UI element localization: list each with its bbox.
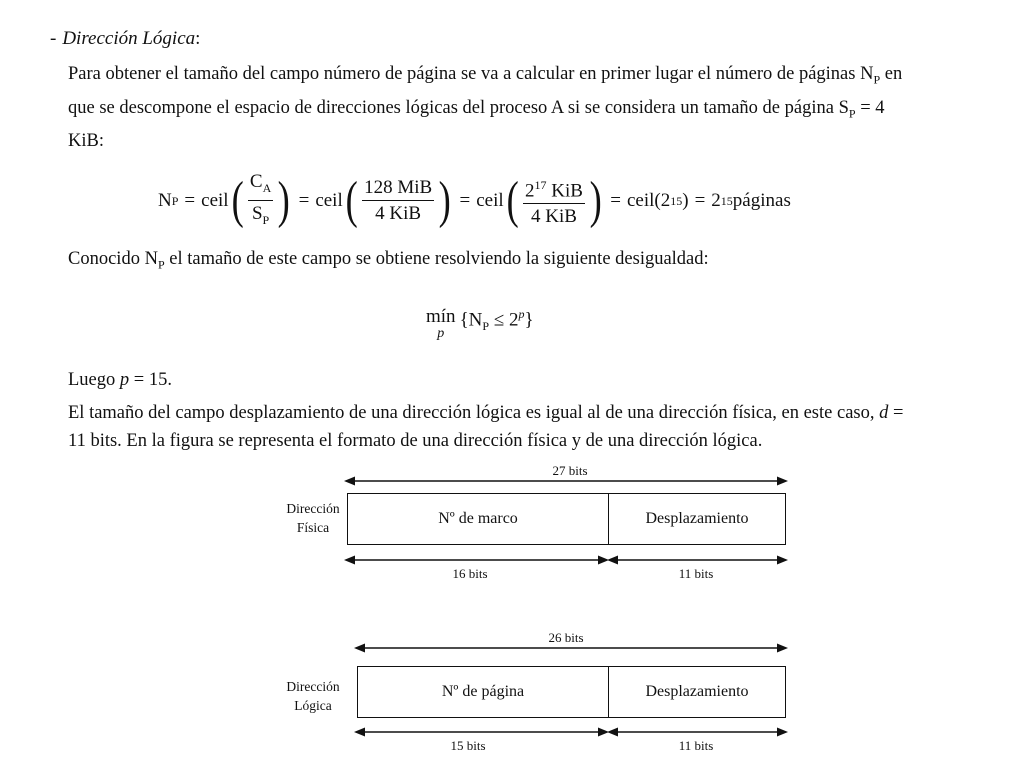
field-frame-number-label: Nº de marco [438, 510, 518, 527]
p4-var: d [879, 403, 889, 423]
f2-den: 4 KiB [375, 203, 422, 224]
field-offset-logical [608, 667, 785, 717]
logical-bits-page: 15 bits [450, 738, 486, 753]
physical-total-arrow [344, 474, 788, 488]
f3-num-base: 2 [525, 180, 535, 202]
paragraph-intro [68, 60, 918, 155]
ineq-exp: p [518, 307, 525, 321]
result-exp: 15 [720, 193, 733, 208]
fraction-ca-sp [248, 171, 273, 231]
ceil-1: ceil [201, 190, 229, 211]
equation-page-count [158, 172, 791, 230]
paragraph-offset [68, 399, 918, 455]
physical-total-bits: 27 bits [552, 463, 588, 478]
logical-label-line2: Lógica [294, 698, 332, 713]
intro-text-c: = 4 KiB: [68, 97, 885, 152]
logical-total-arrow [354, 641, 788, 655]
intro-text-b: en que se descompone el espacio de direcciones lógicas del proceso A si se considera un tamaño de página S [68, 64, 903, 118]
logical-label-line1: Dirección [286, 679, 340, 694]
result-ceil-post: ) [682, 190, 689, 211]
ineq-mid: ≤ 2 [489, 309, 519, 331]
min-operator [426, 307, 456, 341]
f3-num-exp: 17 [534, 177, 547, 192]
physical-label-line2: Física [296, 520, 330, 535]
f1-den: S [251, 203, 263, 224]
eq-sign-2: = [298, 190, 310, 211]
ceil-2: ceil [315, 190, 343, 211]
field-offset-physical [608, 494, 785, 544]
logical-address-box [357, 666, 786, 718]
min-under: p [437, 326, 445, 341]
f2-num: 128 MiB [362, 177, 434, 201]
section-heading [50, 28, 200, 50]
physical-bits-offset: 11 bits [678, 566, 714, 581]
paragraph-inequality-intro [68, 245, 918, 279]
result-unit: páginas [732, 190, 791, 211]
eq-sign-5: = [694, 190, 706, 211]
p3-var: p [119, 370, 130, 390]
intro-sp-sub: P [848, 106, 856, 121]
equation-min-inequality [426, 307, 534, 341]
p2-text-b: el tamaño de este campo se obtiene resolviendo la siguiente desigualdad: [164, 249, 709, 269]
ceil-3: ceil [476, 190, 504, 211]
physical-bits-frame: 16 bits [452, 566, 488, 581]
p2-text-a: Conocido N [68, 249, 158, 269]
physical-label-line1: Dirección [286, 501, 340, 516]
heading-dash: - [50, 28, 57, 49]
logical-total-bits: 26 bits [548, 630, 584, 645]
paren-close-1: ) [277, 172, 290, 229]
f1-num: C [249, 171, 263, 193]
heading-colon: : [195, 28, 201, 49]
paragraph-result-p [68, 366, 918, 394]
result-ceil-exp: 15 [670, 193, 683, 208]
result-base: 2 [711, 190, 721, 211]
eq-sign-3: = [459, 190, 471, 211]
paren-close-2: ) [438, 172, 451, 229]
logical-bits-offset: 11 bits [678, 738, 714, 753]
paren-open-2: ( [345, 172, 358, 229]
ineq-open: {N [459, 309, 483, 331]
field-page-number [358, 667, 608, 717]
heading-title: Dirección Lógica [62, 28, 196, 49]
min-word: mín [426, 306, 456, 327]
p4-text-a: El tamaño del campo desplazamiento de una dirección lógica es igual al de una dirección física, en este caso, [68, 403, 880, 423]
paren-close-3: ) [589, 172, 602, 229]
f1-den-sub: P [262, 212, 270, 227]
physical-address-box [347, 493, 786, 545]
field-page-number-label: Nº de página [441, 683, 525, 700]
fraction-pow-kib [523, 174, 585, 228]
fraction-mib-kib [362, 177, 434, 225]
p3-text-a: Luego [68, 370, 120, 390]
f3-num-unit: KiB [546, 180, 583, 202]
ineq-close: } [524, 309, 534, 331]
intro-text-a: Para obtener el tamaño del campo número de página se va a calcular en primer lugar el número de páginas N [68, 64, 874, 84]
f1-num-sub: A [262, 181, 272, 195]
paren-open-3: ( [506, 172, 519, 229]
logical-segment-arrows [354, 725, 788, 739]
field-frame-number [348, 494, 608, 544]
logical-address-label [268, 677, 358, 715]
field-offset-logical-label: Desplazamiento [645, 683, 749, 700]
eq-lhs: N [158, 190, 172, 211]
physical-address-label [268, 499, 358, 537]
eq-sign-1: = [184, 190, 196, 211]
eq-sign-4: = [610, 190, 621, 211]
p4-text-b: = 11 bits. En la figura se representa el formato de una dirección física y de una dirección lógica. [68, 403, 904, 451]
ineq-sub: P [482, 319, 490, 334]
result-ceil-pre: ceil(2 [626, 190, 671, 211]
intro-np-sub: P [873, 72, 881, 87]
p2-np-sub: P [157, 257, 165, 272]
p3-text-b: = 15. [129, 370, 172, 390]
field-offset-physical-label: Desplazamiento [645, 510, 749, 527]
eq-lhs-sub: P [171, 193, 179, 208]
physical-segment-arrows [344, 553, 788, 567]
paren-open-1: ( [231, 172, 244, 229]
f3-den: 4 KiB [531, 206, 577, 228]
